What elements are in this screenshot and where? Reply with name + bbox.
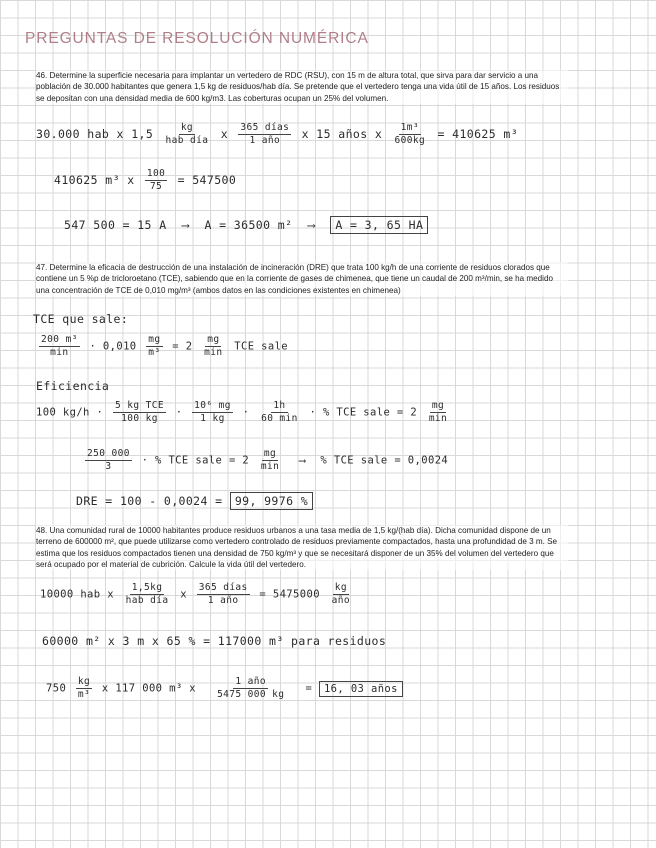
p48-answer-box: 16, 03 años [319,681,403,697]
fraction: $\frac{\text{10⁶ mg}}{1 kg}$ [194,400,231,424]
p46-answer-box: A = 3, 65 HA [330,216,428,234]
problem-48-statement: 48. Una comunidad rural de 10000 habitantes produce residuos urbanos a una tasa media de 1,5 kg/(hab día). Dicha comunidad dispone de un terreno de 600000 m², que puede utilizarse como vertedero controlado de residuos previamente compactados, hasta una profundidad de 3 m. Se estima que los residuos compactados tienen una densidad de 750 kg/m³ y que se necesitará disponer de un 35% del volumen del vertedero que será ocupado por el material de cubrición. Calcule la vida útil del vertedero. [36,525,568,570]
p47-subtitle-1: TCE que sale: [33,312,129,326]
p46-line-2: 410625 m³ x $\frac{100}{75}$ = 547500 [54,168,237,192]
fraction: $\frac{\text{1 año}}{5475 000 kg}$ [217,676,285,700]
problem-46-statement: 46. Determine la superficie necesaria para implantar un vertedero de RDC (RSU), con 15 m de altura total, que sirva para dar servicio a una población de 30.000 habitantes que genera 1,5 kg de residuos/hab día. Se pretende que el vertedero tenga una vida útil de 15 años. Los residuos se depositan con una densidad media de 600 kg/m3. Las coberturas ocupan un 25% del volumen. [36,70,568,104]
fraction: $\frac{1h}{60 \min}$ [261,400,298,424]
p47-subtitle-2: Eficiencia [36,379,110,393]
fraction: $\frac{100}{75}$ [146,168,166,192]
fraction: $\frac{\text{365 días}}{\text{1 año}}$ [240,122,290,146]
p47-answer-box: 99, 9976 % [230,492,313,510]
fraction: $\frac{kg}{\text{m³}}$ [77,676,91,700]
p48-line-1: 10000 hab x $\frac{1,5kg}{\text{hab día}}$ x $\frac{\text{365 días}}{\text{1 año}}$ = 5475000 $\frac{kg}{\text{año}}$ [40,582,351,606]
arrow-icon: ⟶ [181,218,190,232]
fraction: $\frac{250 000}{3}$ [87,448,130,472]
p46-line-3: 547 500 = 15 A ⟶ A = 36500 m² ⟶ A = 3, 65 HA [64,218,428,232]
arrow-icon: ⟶ [307,218,316,232]
fraction: $\frac{\text{5 kg TCE}}{100 kg}$ [114,400,164,424]
fraction: $\frac{mg}{\min}$ [260,448,280,472]
fraction: $\frac{1,5kg}{\text{hab día}}$ [125,582,169,606]
arrow-icon: ⟶ [298,454,306,467]
fraction: $\frac{mg}{\text{m³}}$ [148,334,161,358]
fraction: $\frac{mg}{\min}$ [428,400,448,424]
p47-line-1: $\frac{\text{200 m³}}{\min}$ · 0,010 $\frac{mg}{\text{m³}}$ = 2 $\frac{mg}{\min}$ TCE sale [41,334,289,358]
fraction: $\frac{\text{365 días}}{\text{1 año}}$ [198,582,248,606]
fraction: $\frac{mg}{\min}$ [204,334,223,358]
p48-line-3: 750 $\frac{kg}{\text{m³}}$ x 117 000 m³ x $\frac{\text{1 año}}{5475 000 kg}$ = 16, 03 años [46,676,403,701]
p48-line-2: 60000 m² x 3 m x 65 % = 117000 m³ para residuos [42,634,387,648]
page-title: PREGUNTAS DE RESOLUCIÓN NUMÉRICA [25,30,369,47]
p47-line-4: DRE = 100 - 0,0024 = 99, 9976 % [76,494,313,508]
problem-47-statement: 47. Determine la eficacia de destrucción de una instalación de incineración (DRE) que trata 100 kg/h de una corriente de residuos clorados que contiene un 5 %p de tricloroetano (TCE), sabiendo que en la corriente de gases de chimenea, que tiene un caudal de 200 m³/min, se ha medido una concentración de TCE de 0,010 mg/m³ (ambos datos en las condiciones existentes en chimenea) [36,262,568,296]
fraction: $\frac{\text{200 m³}}{\min}$ [41,334,78,358]
p46-line-1: 30.000 hab x 1,5 $\frac{kg}{\text{hab día}}$ x $\frac{\text{365 días}}{\text{1 año}}$ x 15 años x $\frac{\text{1m³}}{600kg}$ = 410625 m³ [36,122,519,146]
fraction: $\frac{\text{1m³}}{600kg}$ [394,122,426,146]
p47-line-3: $\frac{250 000}{3}$ · % TCE sale = 2 $\frac{mg}{\min}$ ⟶ % TCE sale = 0,0024 [87,448,449,472]
fraction: $\frac{kg}{\text{año}}$ [331,582,351,606]
fraction: $\frac{kg}{\text{hab día}}$ [165,122,209,146]
p47-line-2: 100 kg/h · $\frac{\text{5 kg TCE}}{100 kg}$ · $\frac{\text{10⁶ mg}}{1 kg}$ · $\frac{1h}{60 \min}$ · % TCE sale = 2 $\frac{mg}{\min}$ [36,400,448,424]
